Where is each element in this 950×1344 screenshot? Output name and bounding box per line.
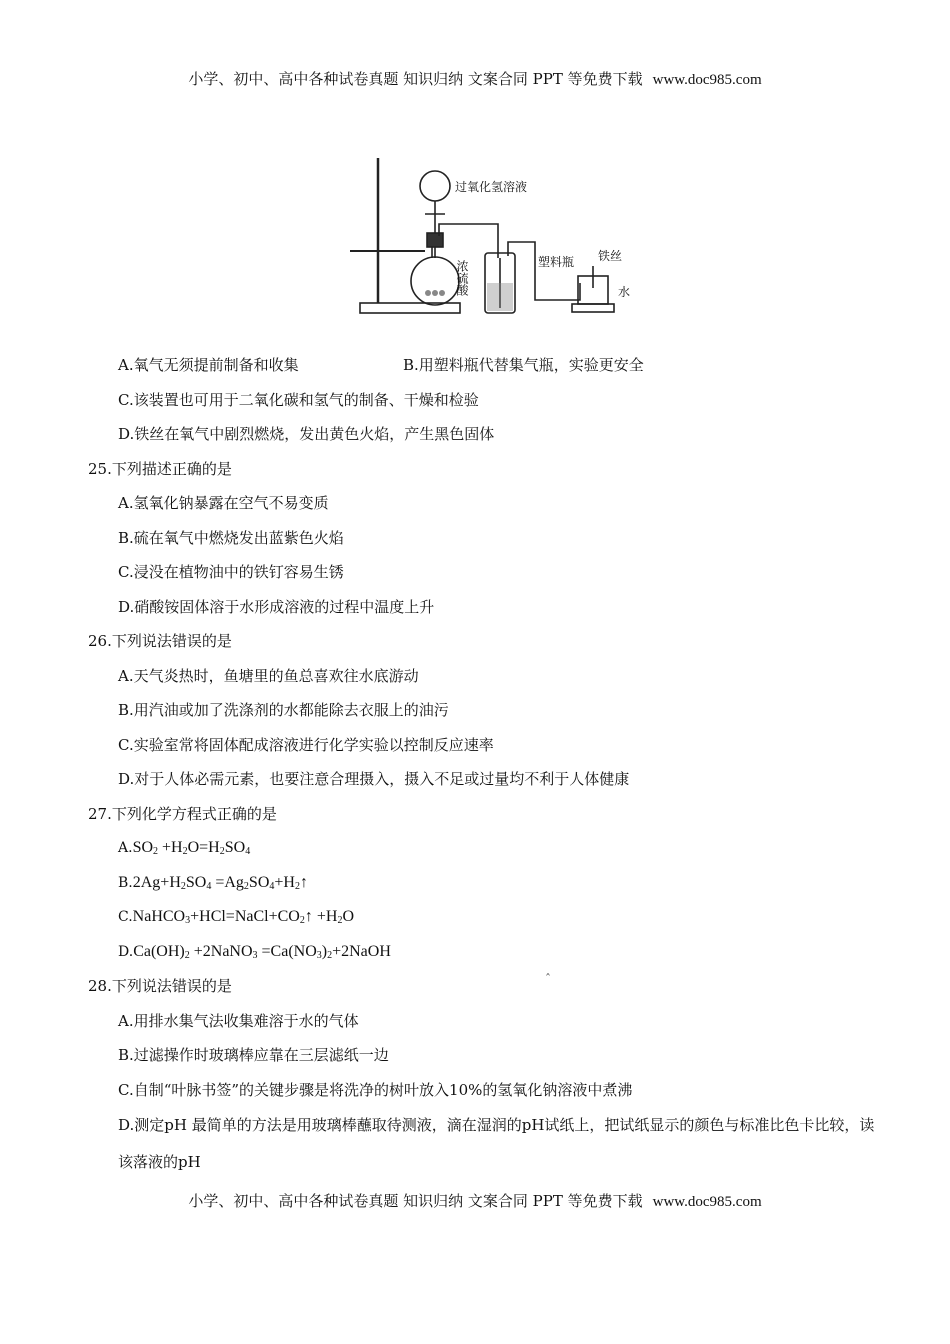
option-label: C. [118, 909, 133, 925]
page-footer [0, 1190, 950, 1211]
header-site[interactable]: www.doc985.com [652, 72, 762, 88]
formula-text: SO [132, 839, 154, 856]
formula-subscript: 4 [269, 880, 275, 892]
formula-subscript: 2 [219, 846, 225, 857]
q24-option-b: B.用塑料瓶代替集气瓶，实验更安全 [403, 356, 644, 374]
formula-subscript: 2 [182, 846, 188, 857]
label-iron-wire: 铁丝 [598, 249, 623, 263]
option-label: A. [118, 840, 133, 856]
formula-subscript: 3 [185, 915, 191, 926]
apparatus-diagram [350, 148, 650, 324]
formula-text: ↑ [299, 873, 308, 891]
label-water: 水 [618, 285, 631, 299]
formula-subscript: 2 [243, 880, 249, 892]
question-body [88, 348, 878, 1181]
formula-text: +2NaOH [332, 942, 391, 960]
footer-site[interactable]: www.doc985.com [652, 1194, 762, 1210]
q25-option-b: B.硫在氧气中燃烧发出蓝紫色火焰 [118, 528, 344, 547]
q27-option-b [118, 866, 878, 901]
q24-option-c: C.该装置也可用于二氧化碳和氢气的制备、干燥和检验 [118, 390, 479, 409]
formula-text: NaHCO [132, 908, 186, 925]
formula-subscript: 3 [316, 949, 322, 961]
q25-option-a: A.氢氧化钠暴露在空气不易变质 [118, 494, 329, 512]
formula-text: O [342, 908, 354, 925]
formula-text: =Ca(NO [257, 942, 317, 960]
formula-subscript: 2 [180, 880, 186, 892]
stray-mark: ˆ [545, 972, 551, 986]
header-text: 小学、初中、高中各种试卷真题 知识归纳 文案合同 PPT 等免费下载 [188, 70, 643, 88]
q24-option-d: D.铁丝在氧气中剧烈燃烧，发出黄色火焰，产生黑色固体 [118, 425, 495, 443]
label-hydrogen-peroxide: 过氧化氢溶液 [455, 180, 528, 194]
formula-subscript: 2 [294, 880, 300, 892]
formula-text: +H [158, 839, 183, 856]
q24-option-a: A.氧气无须提前制备和收集 [118, 356, 299, 374]
delivery-tube-2 [508, 242, 580, 300]
formula-subscript: 2 [299, 915, 305, 926]
q27-stem: 27.下列化学方程式正确的是 [88, 804, 277, 823]
q27-option-d [118, 935, 878, 970]
formula-text: +2NaNO [189, 942, 253, 960]
formula-text: Ca(OH) [133, 942, 185, 960]
formula-subscript: 3 [252, 949, 258, 961]
formula-text: SO [185, 873, 207, 891]
q28-stem: 28.下列说法错误的是 [88, 977, 232, 995]
q25-option-c: C.浸没在植物油中的铁钉容易生锈 [118, 563, 344, 581]
formula-text: =Ag [211, 873, 244, 891]
formula-text: SO [248, 873, 270, 891]
q25-stem: 25.下列描述正确的是 [88, 459, 232, 478]
dish [572, 304, 614, 312]
formula-text: +H [274, 873, 295, 891]
formula-text: ↑ +H [304, 908, 338, 925]
q26-stem: 26.下列说法错误的是 [88, 632, 232, 650]
label-plastic-bottle: 塑料瓶 [538, 255, 575, 269]
q27-option-a [118, 831, 878, 866]
footer-text: 小学、初中、高中各种试卷真题 知识归纳 文案合同 PPT 等免费下载 [188, 1192, 643, 1210]
page-header [0, 68, 950, 89]
q26-option-a: A.天气炎热时，鱼塘里的鱼总喜欢往水底游动 [118, 666, 419, 685]
q28-option-a: A.用排水集气法收集难溶于水的气体 [118, 1011, 359, 1030]
q28-option-b: B.过滤操作时玻璃棒应靠在三层滤纸一边 [118, 1046, 389, 1064]
option-label: D. [118, 943, 134, 960]
formula-subscript: 4 [245, 846, 251, 857]
stand-base [360, 303, 460, 313]
label-conc-sulfuric-acid: 浓硫酸 [455, 260, 469, 296]
q26-option-c: C.实验室常将固体配成溶液进行化学实验以控制反应速率 [118, 735, 494, 754]
formula-text: O=H [187, 839, 220, 856]
formula-subscript: 2 [337, 915, 343, 926]
formula-subscript: 2 [153, 846, 159, 857]
formula-text: 2Ag+H [132, 873, 181, 891]
q26-option-b: B.用汽油或加了洗涤剂的水都能除去衣服上的油污 [118, 701, 449, 719]
formula-text: ) [321, 942, 328, 960]
formula-text: +HCl=NaCl+CO [190, 908, 300, 925]
q27-option-c [118, 900, 878, 935]
option-label: B. [118, 874, 133, 891]
formula-subscript: 2 [327, 949, 333, 961]
formula-subscript: 2 [184, 949, 190, 961]
q24-options-ab [118, 348, 878, 383]
formula-subscript: 4 [206, 880, 212, 892]
separatory-funnel [420, 171, 450, 201]
formula-text: SO [224, 839, 246, 856]
q28-option-c: C.自制“叶脉书签”的关键步骤是将洗净的树叶放入10%的氢氧化钠溶液中煮沸 [118, 1080, 633, 1099]
round-flask [411, 257, 459, 305]
q25-option-d: D.硝酸铵固体溶于水形成溶液的过程中温度上升 [118, 597, 435, 616]
q28-option-d: D.测定pH 最简单的方法是用玻璃棒蘸取待测液，滴在湿润的pH试纸上，把试纸显示的颜色与标准比色卡比较，读该落液的pH [118, 1116, 875, 1171]
q26-option-d: D.对于人体必需元素，也要注意合理摄入，摄入不足或过量均不利于人体健康 [118, 770, 630, 788]
